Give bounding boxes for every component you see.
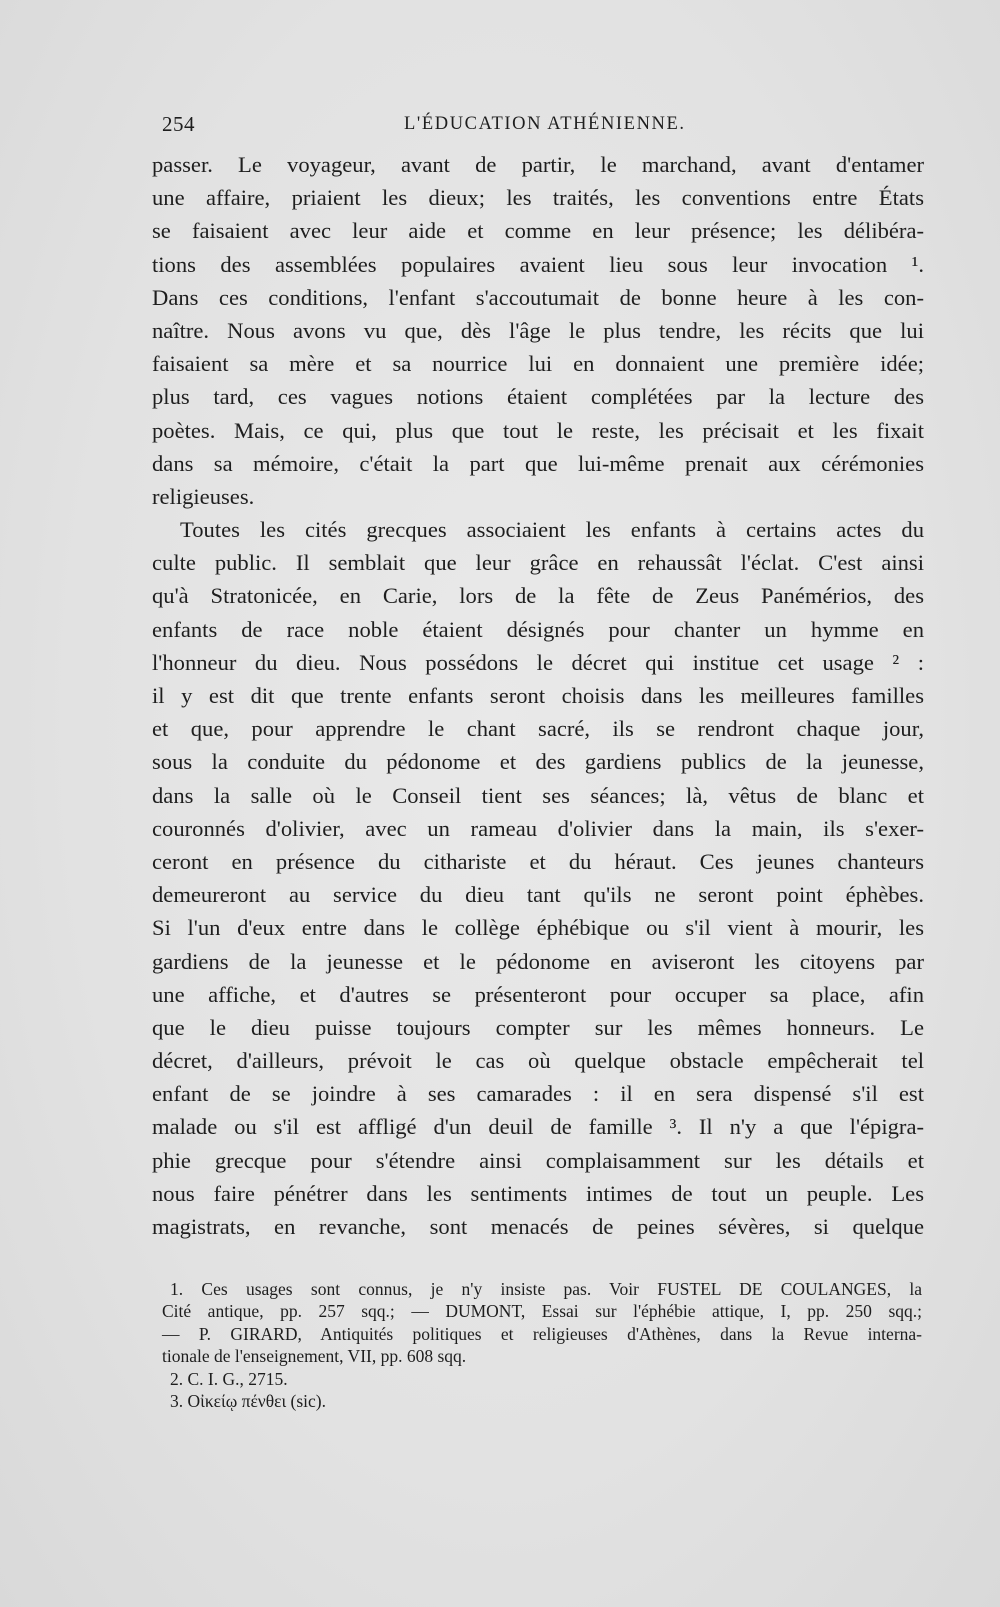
- text-line: décret, d'ailleurs, prévoit le cas où quelque obstacle empêcherait tel: [152, 1048, 924, 1074]
- footnote-line: 2. C. I. G., 2715.: [170, 1368, 288, 1389]
- text-line: enfants de race noble étaient désignés pour chanter un hymme en: [152, 616, 924, 642]
- text-line: demeureront au service du dieu tant qu'ils ne seront point éphèbes.: [152, 882, 924, 908]
- text-line: une affaire, priaient les dieux; les traités, les conventions entre États: [152, 185, 924, 211]
- text-line: plus tard, ces vagues notions étaient complétées par la lecture des: [152, 384, 924, 410]
- text-line: et que, pour apprendre le chant sacré, ils se rendront chaque jour,: [152, 716, 924, 742]
- page-number: 254: [162, 112, 195, 136]
- text-line: se faisaient avec leur aide et comme en leur présence; les délibéra-: [152, 218, 924, 244]
- text-line: nous faire pénétrer dans les sentiments intimes de tout un peuple. Les: [152, 1180, 924, 1206]
- text-line: magistrats, en revanche, sont menacés de peines sévères, si quelque: [152, 1214, 924, 1239]
- page-header: [162, 112, 710, 140]
- footnote-line: 3. Οἰκείῳ πένθει (sic).: [170, 1390, 326, 1411]
- text-line: couronnés d'olivier, avec un rameau d'olivier dans la main, ils s'exer-: [152, 815, 924, 841]
- text-line: passer. Le voyageur, avant de partir, le marchand, avant d'entamer: [152, 152, 924, 177]
- text-line: Si l'un d'eux entre dans le collège éphébique ou s'il vient à mourir, les: [152, 915, 924, 941]
- text-line: une affiche, et d'autres se présenteront pour occuper sa place, afin: [152, 981, 924, 1007]
- text-line: religieuses.: [152, 483, 255, 509]
- footnotes: [162, 1278, 922, 1412]
- text-line: ceront en présence du cithariste et du héraut. Ces jeunes chanteurs: [152, 848, 924, 874]
- text-line: poètes. Mais, ce qui, plus que tout le reste, les précisait et les fixait: [152, 417, 924, 443]
- running-head: L'ÉDUCATION ATHÉNIENNE.: [404, 114, 686, 134]
- text-line: naître. Nous avons vu que, dès l'âge le plus tendre, les récits que lui: [152, 317, 924, 343]
- text-line: phie grecque pour s'étendre ainsi complaisamment sur les détails et: [152, 1147, 924, 1173]
- text-line: gardiens de la jeunesse et le pédonome en aviseront les citoyens par: [152, 948, 924, 974]
- text-line: malade ou s'il est affligé d'un deuil de famille ³. Il n'y a que l'épigra-: [152, 1114, 924, 1140]
- body-text: [152, 148, 924, 1243]
- text-line: il y est dit que trente enfants seront choisis dans les meilleures familles: [152, 683, 924, 708]
- text-line: dans la salle où le Conseil tient ses séances; là, vêtus de blanc et: [152, 782, 924, 808]
- footnote-line: tionale de l'enseignement, VII, pp. 608 sqq.: [162, 1346, 467, 1367]
- footnote-line: Cité antique, pp. 257 sqq.; — DUMONT, Essai sur l'éphébie attique, I, pp. 250 sqq.;: [162, 1301, 922, 1322]
- text-line: que le dieu puisse toujours compter sur les mêmes honneurs. Le: [152, 1014, 924, 1040]
- text-line: Dans ces conditions, l'enfant s'accoutumait de bonne heure à les con-: [152, 284, 924, 310]
- text-line: faisaient sa mère et sa nourrice lui en donnaient une première idée;: [152, 351, 924, 377]
- text-line: dans sa mémoire, c'était la part que lui-même prenait aux cérémonies: [152, 450, 924, 476]
- text-line: culte public. Il semblait que leur grâce en rehaussât l'éclat. C'est ainsi: [152, 550, 924, 576]
- footnote-line: — P. GIRARD, Antiquités politiques et religieuses d'Athènes, dans la Revue interna-: [162, 1323, 922, 1344]
- text-line: enfant de se joindre à ses camarades : il en sera dispensé s'il est: [152, 1081, 924, 1107]
- text-line: l'honneur du dieu. Nous possédons le décret qui institue cet usage ² :: [152, 649, 924, 675]
- footnote-line: 1. Ces usages sont connus, je n'y insiste pas. Voir FUSTEL DE COULANGES, la: [170, 1279, 922, 1299]
- text-line: sous la conduite du pédonome et des gardiens publics de la jeunesse,: [152, 749, 924, 775]
- text-line: qu'à Stratonicée, en Carie, lors de la fête de Zeus Panémérios, des: [152, 583, 924, 609]
- text-line: tions des assemblées populaires avaient lieu sous leur invocation ¹.: [152, 251, 924, 277]
- text-line: Toutes les cités grecques associaient les enfants à certains actes du: [180, 517, 924, 543]
